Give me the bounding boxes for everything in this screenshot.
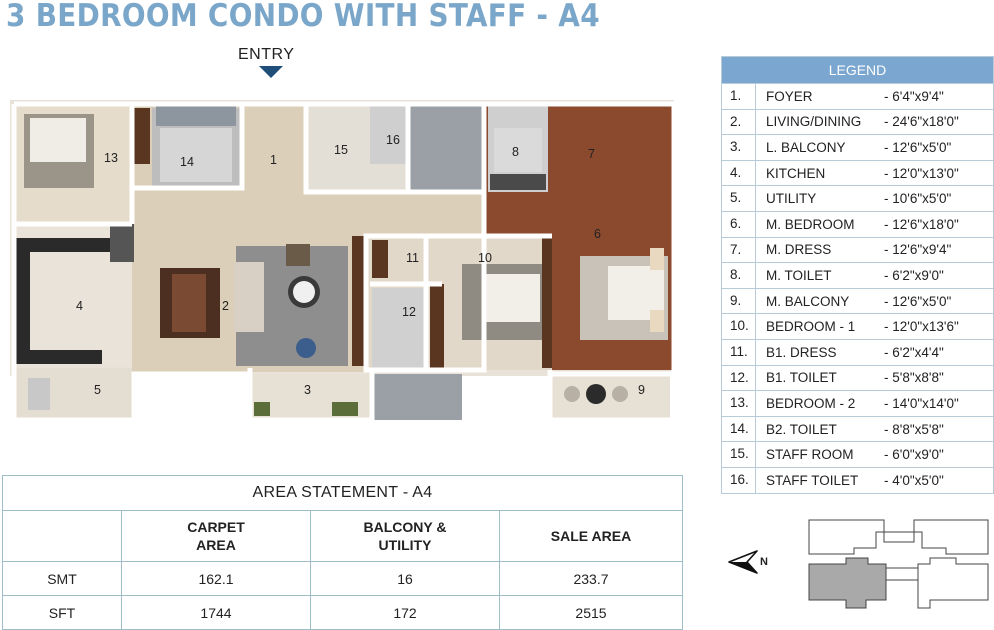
legend-dimension: - 12'6"x18'0" (884, 216, 959, 232)
legend-number: 1. (722, 84, 756, 109)
room-number: 1 (270, 153, 277, 167)
room-number: 12 (402, 305, 416, 319)
key-plan (806, 518, 992, 616)
legend-heading: LEGEND (722, 57, 993, 83)
legend-row (722, 390, 993, 416)
legend-row (722, 467, 993, 493)
sale-value: 2515 (500, 596, 683, 630)
legend-room-name: B1. TOILET (766, 370, 837, 386)
sale-area-header: SALE AREA (500, 511, 683, 562)
legend-room-name: M. BALCONY (766, 293, 850, 309)
legend-room-name: L. BALCONY (766, 139, 846, 155)
room-number: 2 (222, 299, 229, 313)
room-number: 14 (180, 155, 194, 169)
legend-number: 13. (722, 391, 756, 416)
legend-dimension: - 6'2"x4'4" (884, 344, 944, 360)
legend-room-name: UTILITY (766, 191, 817, 207)
legend-row (722, 160, 993, 186)
balcony-utility-header: BALCONY & UTILITY (311, 511, 500, 562)
legend-row (722, 441, 993, 467)
legend-row (722, 134, 993, 160)
room-number: 15 (334, 143, 348, 157)
unit-label: SMT (3, 562, 122, 596)
legend-number: 7. (722, 238, 756, 263)
legend-number: 11. (722, 340, 756, 365)
legend-row (722, 313, 993, 339)
legend-dimension: - 12'6"x5'0" (884, 139, 952, 155)
room-number: 10 (478, 251, 492, 265)
legend-row (722, 211, 993, 237)
area-statement-table (2, 475, 683, 630)
room-number: 13 (104, 151, 118, 165)
legend-table (721, 56, 994, 494)
legend-number: 8. (722, 263, 756, 288)
legend-number: 5. (722, 186, 756, 211)
legend-row (722, 262, 993, 288)
legend-row (722, 83, 993, 109)
legend-dimension: - 4'0"x5'0" (884, 472, 944, 488)
legend-number: 16. (722, 468, 756, 493)
legend-row (722, 109, 993, 135)
sale-value: 233.7 (500, 562, 683, 596)
area-statement-caption: AREA STATEMENT - A4 (3, 476, 683, 511)
legend-room-name: LIVING/DINING (766, 114, 862, 130)
legend-room-name: KITCHEN (766, 165, 826, 181)
legend-dimension: - 12'0"x13'0" (884, 165, 959, 181)
legend-row (722, 365, 993, 391)
legend-dimension: - 24'6"x18'0" (884, 114, 959, 130)
entry-label: ENTRY (238, 46, 295, 63)
room-number: 3 (304, 383, 311, 397)
legend-dimension: - 6'4"x9'4" (884, 88, 944, 104)
legend-number: 4. (722, 161, 756, 186)
legend-number: 15. (722, 442, 756, 467)
legend-room-name: M. TOILET (766, 267, 832, 283)
legend-number: 2. (722, 110, 756, 135)
legend-room-name: FOYER (766, 88, 813, 104)
legend-room-name: BEDROOM - 1 (766, 319, 856, 335)
legend-row (722, 416, 993, 442)
legend-number: 10. (722, 314, 756, 339)
legend-room-name: STAFF TOILET (766, 472, 859, 488)
room-number: 16 (386, 133, 400, 147)
legend-room-name: B2. TOILET (766, 421, 837, 437)
legend-row (722, 185, 993, 211)
legend-dimension: - 6'2"x9'0" (884, 267, 944, 283)
carpet-area-header: CARPET AREA (122, 511, 311, 562)
legend-dimension: - 8'8"x5'8" (884, 421, 944, 437)
legend-dimension: - 14'0"x14'0" (884, 395, 959, 411)
room-number: 8 (512, 145, 519, 159)
legend-dimension: - 12'0"x13'6" (884, 319, 959, 335)
legend-row (722, 288, 993, 314)
carpet-value: 162.1 (122, 562, 311, 596)
legend-number: 9. (722, 289, 756, 314)
room-number: 11 (406, 251, 419, 265)
legend-number: 3. (722, 135, 756, 160)
legend-dimension: - 12'6"x9'4" (884, 242, 952, 258)
legend-number: 14. (722, 417, 756, 442)
legend-number: 12. (722, 366, 756, 391)
north-label: N (760, 556, 768, 568)
room-number: 7 (588, 147, 595, 161)
legend-room-name: M. DRESS (766, 242, 832, 258)
room-number: 9 (638, 383, 645, 397)
unit-label: SFT (3, 596, 122, 630)
legend-row (722, 237, 993, 263)
room-number: 5 (94, 383, 101, 397)
floor-plan (10, 98, 680, 428)
shaft (410, 106, 486, 192)
legend-room-name: STAFF ROOM (766, 447, 854, 463)
legend-room-name: BEDROOM - 2 (766, 395, 856, 411)
room-number: 4 (76, 299, 83, 313)
legend-room-name: B1. DRESS (766, 344, 837, 360)
legend-room-name: M. BEDROOM (766, 216, 855, 232)
legend-dimension: - 12'6"x5'0" (884, 293, 952, 309)
legend-number: 6. (722, 212, 756, 237)
area-unit-header (3, 511, 122, 562)
room-number: 6 (594, 227, 601, 241)
balcony-value: 16 (311, 562, 500, 596)
balcony-value: 172 (311, 596, 500, 630)
north-arrow-icon (727, 549, 759, 575)
carpet-value: 1744 (122, 596, 311, 630)
legend-dimension: - 10'6"x5'0" (884, 191, 952, 207)
entry-arrow-icon (259, 66, 283, 78)
legend-row (722, 339, 993, 365)
page-title: 3 BEDROOM CONDO WITH STAFF - A4 (6, 0, 600, 34)
legend-dimension: - 6'0"x9'0" (884, 447, 944, 463)
legend-dimension: - 5'8"x8'8" (884, 370, 944, 386)
